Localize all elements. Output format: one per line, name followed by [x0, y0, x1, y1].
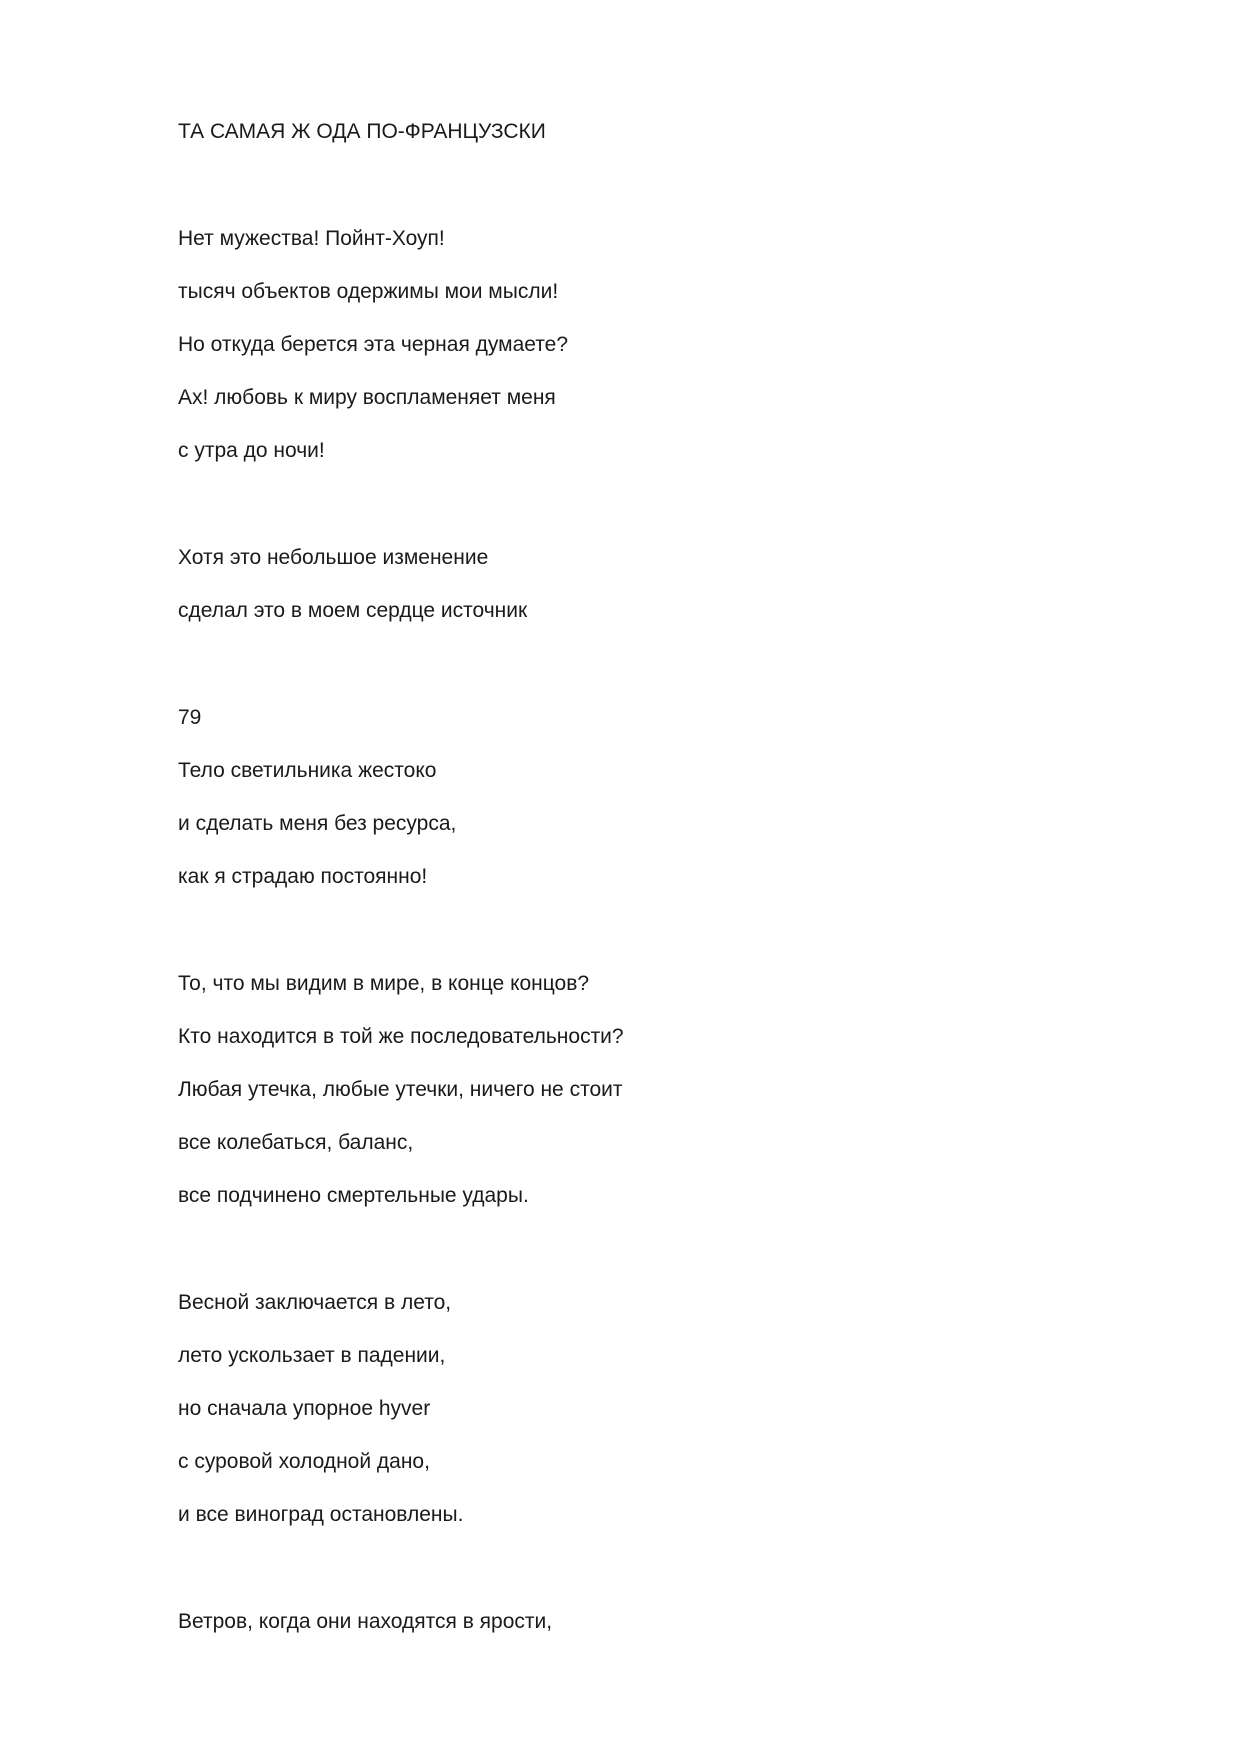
poem-line: тысяч объектов одержимы мои мысли! — [178, 280, 559, 303]
poem-line: Кто находится в той же последовательности? — [178, 1025, 624, 1048]
poem-line: Ветров, когда они находятся в ярости, — [178, 1610, 553, 1633]
poem-line: Ах! любовь к миру воспламеняет меня — [178, 386, 556, 409]
poem-line: Тело светильника жестоко — [178, 759, 437, 782]
poem-line: с утра до ночи! — [178, 439, 325, 462]
page-number: 79 — [178, 706, 202, 729]
poem-line: Любая утечка, любые утечки, ничего не стоит — [178, 1078, 623, 1101]
poem-line: То, что мы видим в мире, в конце концов? — [178, 972, 590, 995]
poem-line: Хотя это небольшое изменение — [178, 546, 489, 569]
poem-line: сделал это в моем сердце источник — [178, 599, 528, 622]
poem-line: и все виноград остановлены. — [178, 1503, 464, 1526]
poem-line: и сделать меня без ресурса, — [178, 812, 457, 835]
poem-line: Весной заключается в лето, — [178, 1291, 452, 1314]
poem-line: Нет мужества! Пойнт-Хоуп! — [178, 227, 445, 250]
poem-line: Но откуда берется эта черная думаете? — [178, 333, 569, 356]
poem-line: но сначала упорное hyver — [178, 1397, 431, 1420]
poem-line: как я страдаю постоянно! — [178, 865, 428, 888]
poem-line: лето ускользает в падении, — [178, 1344, 446, 1367]
poem-line: все подчинено смертельные удары. — [178, 1184, 529, 1207]
document-title: ТА САМАЯ Ж ОДА ПО-ФРАНЦУЗСКИ — [178, 120, 546, 143]
poem-line: все колебаться, баланс, — [178, 1131, 414, 1154]
poem-line: с суровой холодной дано, — [178, 1450, 430, 1473]
